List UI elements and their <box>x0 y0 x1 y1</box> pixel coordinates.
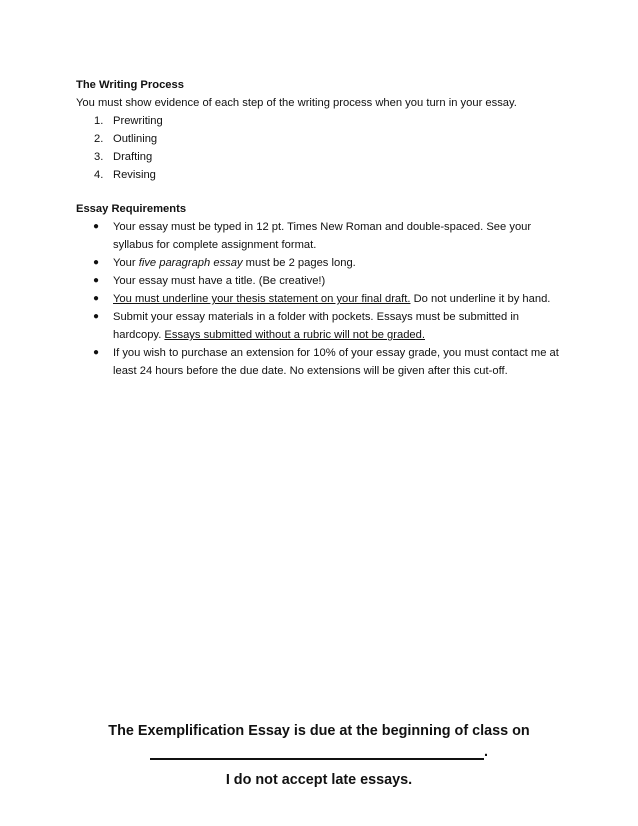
step-number: 2. <box>94 133 104 145</box>
bullet-icon: ● <box>93 221 100 232</box>
writing-process-heading: The Writing Process <box>76 79 184 91</box>
document-body <box>76 76 566 380</box>
due-date-blank <box>150 742 484 760</box>
essay-requirements-heading: Essay Requirements <box>76 203 187 215</box>
writing-process-intro: You must show evidence of each step of the writing process when you turn in your essay. <box>76 97 517 109</box>
bullet-icon: ● <box>93 257 100 268</box>
step-label: Outlining <box>113 133 158 145</box>
requirement-submit-underlined: Essays submitted without a rubric will not be graded. <box>164 329 425 341</box>
bullet-icon: ● <box>93 347 100 358</box>
requirements-list <box>76 218 566 380</box>
list-item <box>76 254 566 272</box>
requirement-extension: If you wish to purchase an extension for 10% of your essay grade, you must contact me at least 24 hours before the due date. No extensions will be given after this cut-off. <box>113 347 559 377</box>
list-item <box>76 130 566 148</box>
section-spacer <box>76 184 566 200</box>
list-item <box>76 308 566 344</box>
list-item <box>76 218 566 254</box>
bullet-icon: ● <box>93 293 100 304</box>
bullet-icon: ● <box>93 311 100 322</box>
requirement-length-italic: five paragraph essay <box>138 257 243 269</box>
due-date-blank-row <box>0 742 638 760</box>
list-item <box>76 290 566 308</box>
requirement-length-prefix: Your <box>113 257 139 269</box>
step-label: Prewriting <box>113 115 163 127</box>
bullet-icon: ● <box>93 275 100 286</box>
step-label: Revising <box>113 169 156 181</box>
step-label: Drafting <box>113 151 153 163</box>
step-number: 1. <box>94 115 104 127</box>
due-date-period: . <box>484 744 488 760</box>
step-number: 4. <box>94 169 104 181</box>
list-item <box>76 344 566 380</box>
list-item <box>76 112 566 130</box>
late-policy-line: I do not accept late essays. <box>225 772 413 788</box>
due-date-line: The Exemplification Essay is due at the beginning of class on <box>108 723 530 739</box>
list-item <box>76 166 566 184</box>
requirement-thesis-underlined: You must underline your thesis statement on your final draft. <box>113 293 411 305</box>
requirement-thesis-rest: Do not underline it by hand. <box>410 293 551 305</box>
requirement-submit: Submit your essay materials in a folder with pockets. Essays must be submitted in hardcopy. <box>113 311 520 341</box>
requirement-typed: Your essay must be typed in 12 pt. Times New Roman and double-spaced. See your syllabus for complete assignment format. <box>113 221 532 251</box>
step-number: 3. <box>94 151 104 163</box>
requirement-length-suffix: must be 2 pages long. <box>242 257 356 269</box>
list-item <box>76 272 566 290</box>
list-item <box>76 148 566 166</box>
writing-steps-list <box>76 112 566 184</box>
requirement-title: Your essay must have a title. (Be creative!) <box>113 275 326 287</box>
